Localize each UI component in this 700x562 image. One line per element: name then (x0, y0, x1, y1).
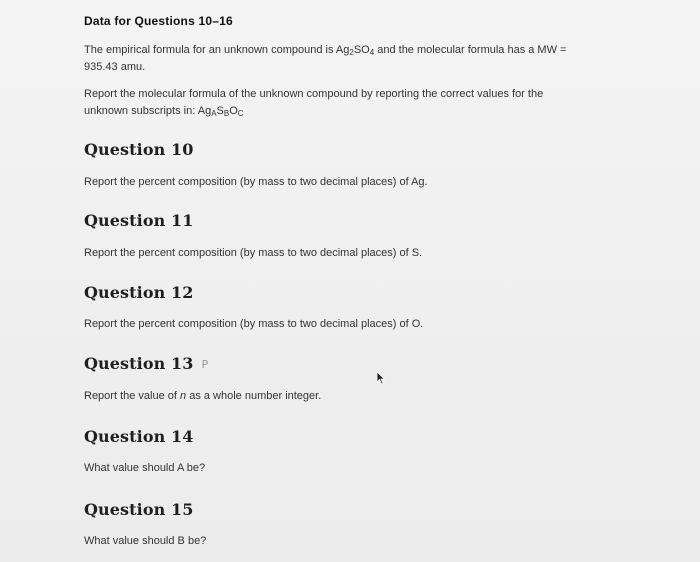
mouse-cursor-icon (376, 371, 386, 385)
question-13-text: Report the value of n as a whole number integer. (84, 390, 322, 402)
question-14-heading: Question 14 (84, 427, 194, 446)
question-11-heading: Question 11 (84, 211, 194, 230)
question-10-heading: Question 10 (84, 140, 194, 159)
report-instructions-paragraph: Report the molecular formula of the unknown compound by reporting the correct values for the unknown subscripts in: $Ag_AS_BO_C$ (84, 88, 544, 118)
empirical-formula-paragraph: The empirical formula for an unknown compound is $Ag_2SO_4$ and the molecular formula has a MW = 935.43 amu. (84, 44, 567, 73)
question-10-text: Report the percent composition (by mass to two decimal places) of Ag. (84, 176, 428, 188)
question-12-heading: Question 12 (84, 283, 194, 302)
question-12-text: Report the percent composition (by mass to two decimal places) of O. (84, 318, 424, 330)
question-15-text: What value should B be? (84, 535, 207, 547)
question-13-heading: Question 13 P (84, 354, 209, 373)
question-14-text: What value should A be? (84, 462, 206, 474)
question-11-text: Report the percent composition (by mass to two decimal places) of S. (84, 247, 423, 259)
question-15-heading: Question 15 (84, 500, 194, 519)
flag-icon[interactable]: P (201, 358, 209, 371)
data-section-title: Data for Questions 10–16 (84, 14, 233, 28)
